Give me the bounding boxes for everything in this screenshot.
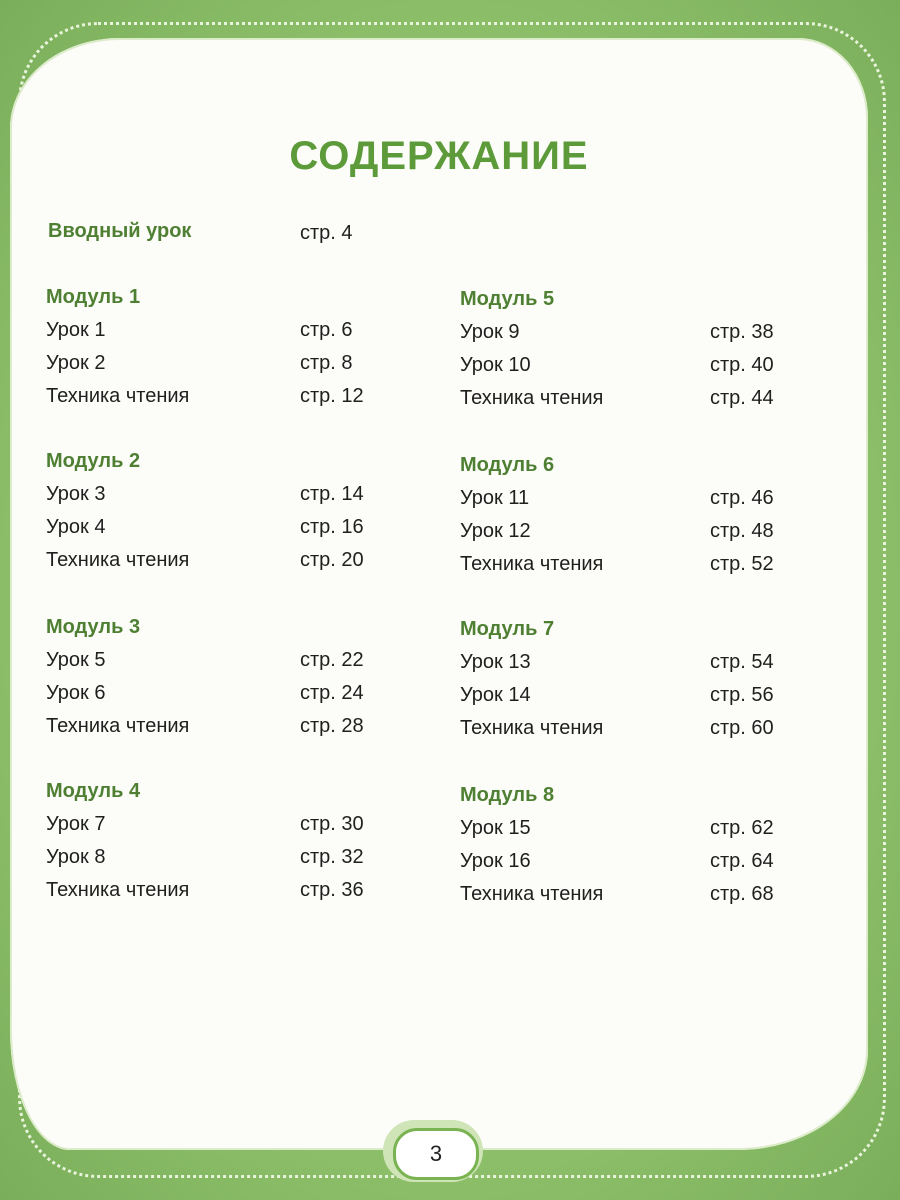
module-heading: Модуль 5 xyxy=(460,288,555,310)
toc-entry-label: Техника чтения xyxy=(46,879,190,901)
toc-entry-page: стр. 44 xyxy=(710,387,774,409)
toc-entry-label: Урок 9 xyxy=(460,321,520,343)
toc-entry-label: Урок 13 xyxy=(460,651,531,673)
toc-entry-page: стр. 68 xyxy=(710,883,774,905)
toc-entry-page: стр. 60 xyxy=(710,717,774,739)
toc-entry-label: Урок 10 xyxy=(460,354,531,376)
toc-entry-label: Техника чтения xyxy=(460,553,604,575)
toc-entry-page: стр. 14 xyxy=(300,483,364,505)
toc-entry-label: Урок 1 xyxy=(46,319,106,341)
toc-entry-label: Урок 4 xyxy=(46,516,106,538)
toc-entry-page: стр. 38 xyxy=(710,321,774,343)
toc-entry-page: стр. 32 xyxy=(300,846,364,868)
module-heading: Модуль 6 xyxy=(460,454,555,476)
toc-entry-page: стр. 8 xyxy=(300,352,353,374)
toc-entry-page: стр. 24 xyxy=(300,682,364,704)
toc-entry-label: Урок 3 xyxy=(46,483,106,505)
toc-entry-page: стр. 64 xyxy=(710,850,774,872)
toc-entry-page: стр. 46 xyxy=(710,487,774,509)
module-heading: Модуль 7 xyxy=(460,618,555,640)
toc-entry-label: Техника чтения xyxy=(460,387,604,409)
toc-entry-page: стр. 48 xyxy=(710,520,774,542)
toc-entry-page: стр. 40 xyxy=(710,354,774,376)
toc-entry-label: Техника чтения xyxy=(46,385,190,407)
page-title: СОДЕРЖАНИЕ xyxy=(289,134,589,178)
toc-entry-page: стр. 36 xyxy=(300,879,364,901)
toc-entry-label: Урок 12 xyxy=(460,520,531,542)
contents-page xyxy=(10,38,868,1150)
toc-entry-page: стр. 20 xyxy=(300,549,364,571)
toc-entry-label: Урок 5 xyxy=(46,649,106,671)
toc-entry-label: Урок 15 xyxy=(460,817,531,839)
toc-entry-label: Техника чтения xyxy=(46,715,190,737)
toc-entry-label: Техника чтения xyxy=(46,549,190,571)
toc-entry-page: стр. 52 xyxy=(710,553,774,575)
intro-lesson-label: Вводный урок xyxy=(48,220,192,242)
toc-entry-label: Урок 2 xyxy=(46,352,106,374)
toc-entry-label: Урок 6 xyxy=(46,682,106,704)
module-heading: Модуль 2 xyxy=(46,450,141,472)
toc-entry-label: Техника чтения xyxy=(460,717,604,739)
toc-entry-page: стр. 62 xyxy=(710,817,774,839)
toc-entry-page: стр. 30 xyxy=(300,813,364,835)
toc-entry-label: Урок 16 xyxy=(460,850,531,872)
toc-entry-label: Урок 14 xyxy=(460,684,531,706)
toc-entry-page: стр. 22 xyxy=(300,649,364,671)
toc-entry-page: стр. 28 xyxy=(300,715,364,737)
intro-lesson-page: стр. 4 xyxy=(300,222,353,244)
module-heading: Модуль 4 xyxy=(46,780,141,802)
toc-entry-label: Урок 8 xyxy=(46,846,106,868)
toc-entry-label: Урок 11 xyxy=(460,487,530,509)
toc-entry-page: стр. 54 xyxy=(710,651,774,673)
toc-entry-page: стр. 12 xyxy=(300,385,364,407)
toc-entry-page: стр. 6 xyxy=(300,319,353,341)
module-heading: Модуль 8 xyxy=(460,784,555,806)
toc-entry-label: Техника чтения xyxy=(460,883,604,905)
toc-entry-label: Урок 7 xyxy=(46,813,106,835)
toc-entry-page: стр. 56 xyxy=(710,684,774,706)
page-number: 3 xyxy=(393,1128,479,1180)
toc-entry-page: стр. 16 xyxy=(300,516,364,538)
module-heading: Модуль 3 xyxy=(46,616,141,638)
module-heading: Модуль 1 xyxy=(46,286,141,308)
